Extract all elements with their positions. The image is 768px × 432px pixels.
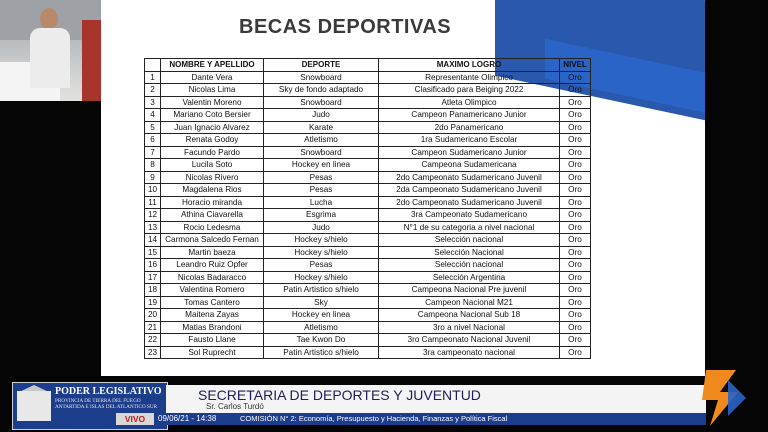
table-row	[145, 159, 591, 172]
max-achievement: N°1 de su categoria a nivel nacional	[379, 221, 560, 234]
sport: Atletismo	[264, 134, 379, 147]
level: Oro	[560, 221, 591, 234]
max-achievement: 3ra Campeonato Sudamericano	[379, 209, 560, 222]
lower-third-heading: SECRETARIA DE DEPORTES Y JUVENTUD	[198, 387, 481, 403]
table-row	[145, 84, 591, 97]
slide-title: BECAS DEPORTIVAS	[239, 16, 452, 38]
level: Oro	[560, 146, 591, 159]
table-row	[145, 321, 591, 334]
row-index: 9	[145, 171, 161, 184]
speaker-body	[30, 28, 70, 88]
athlete-name: Mariano Coto Bersier	[161, 109, 264, 122]
level: Oro	[560, 159, 591, 172]
broadcast-datetime: 09/06/21 - 14:38	[158, 414, 217, 423]
building-icon	[17, 391, 51, 421]
max-achievement: Selección Argentina	[379, 271, 560, 284]
table-row	[145, 221, 591, 234]
header-sport: DEPORTE	[264, 59, 379, 72]
level: Oro	[560, 246, 591, 259]
athlete-name: Valentin Moreno	[161, 96, 264, 109]
level: Oro	[560, 334, 591, 347]
row-index: 10	[145, 184, 161, 197]
max-achievement: 2do Campeonato Sudamericano Juvenil	[379, 171, 560, 184]
level: Oro	[560, 96, 591, 109]
max-achievement: Selección nacional	[379, 259, 560, 272]
sport: Hockey s/hielo	[264, 246, 379, 259]
table-row	[145, 146, 591, 159]
table-row	[145, 209, 591, 222]
header-index	[145, 59, 161, 72]
athlete-name: Lucila Soto	[161, 159, 264, 172]
row-index: 19	[145, 296, 161, 309]
lower-third-banner	[166, 385, 706, 413]
max-achievement: 3ro a nivel Nacional	[379, 321, 560, 334]
table-row	[145, 234, 591, 247]
table-row	[145, 309, 591, 322]
sport: Pesas	[264, 184, 379, 197]
sport: Tae Kwon Do	[264, 334, 379, 347]
row-index: 6	[145, 134, 161, 147]
level: Oro	[560, 109, 591, 122]
table-row	[145, 271, 591, 284]
max-achievement: Campeon Panamericano Junior	[379, 109, 560, 122]
table-body	[145, 71, 591, 359]
row-index: 14	[145, 234, 161, 247]
athlete-name: Juan Ignacio Alvarez	[161, 121, 264, 134]
level: Oro	[560, 346, 591, 359]
athlete-name: Renata Godoy	[161, 134, 264, 147]
sport: Pesas	[264, 171, 379, 184]
level: Oro	[560, 134, 591, 147]
row-index: 21	[145, 321, 161, 334]
max-achievement: Campeona Nacional Pre juvenil	[379, 284, 560, 297]
athlete-name: Fausto Llane	[161, 334, 264, 347]
max-achievement: 2do Campeonato Sudamericano Juvenil	[379, 196, 560, 209]
athlete-name: Sol Ruprecht	[161, 346, 264, 359]
sport: Sky	[264, 296, 379, 309]
max-achievement: Representante Olimpico	[379, 71, 560, 84]
level: Oro	[560, 284, 591, 297]
sport: Karate	[264, 121, 379, 134]
sport: Snowboard	[264, 71, 379, 84]
athlete-name: Nicolas Rivero	[161, 171, 264, 184]
table-header-row	[145, 59, 591, 72]
max-achievement: Campeona Nacional Sub 18	[379, 309, 560, 322]
sport: Atletismo	[264, 321, 379, 334]
row-index: 16	[145, 259, 161, 272]
max-achievement: Campeona Sudamericana	[379, 159, 560, 172]
table-row	[145, 346, 591, 359]
max-achievement: 2do Panamericano	[379, 121, 560, 134]
speaker-head	[40, 8, 58, 30]
scholarship-table	[144, 58, 591, 359]
athlete-name: Rocio Ledesma	[161, 221, 264, 234]
athlete-name: Matias Brandoni	[161, 321, 264, 334]
level: Oro	[560, 259, 591, 272]
level: Oro	[560, 271, 591, 284]
level: Oro	[560, 71, 591, 84]
athlete-name: Magdalena Rios	[161, 184, 264, 197]
athlete-name: Athina Ciavarella	[161, 209, 264, 222]
row-index: 5	[145, 121, 161, 134]
row-index: 7	[145, 146, 161, 159]
level: Oro	[560, 209, 591, 222]
row-index: 18	[145, 284, 161, 297]
org-title: PODER LEGISLATIVO	[55, 386, 162, 397]
header-level: NIVEL	[560, 59, 591, 72]
row-index: 2	[145, 84, 161, 97]
sport: Hockey s/hielo	[264, 271, 379, 284]
max-achievement: 3ra campeonato nacional	[379, 346, 560, 359]
max-achievement: 3ro Campeonato Nacional Juvenil	[379, 334, 560, 347]
speaker-name: Sr. Carlos Turdó	[206, 402, 264, 411]
ticker-text: COMISIÓN N° 2: Economía, Presupuesto y Hacienda, Finanzas y Política Fiscal	[240, 414, 508, 423]
ticker-bar	[116, 413, 706, 425]
level: Oro	[560, 171, 591, 184]
table-row	[145, 334, 591, 347]
row-index: 11	[145, 196, 161, 209]
sport: Snowboard	[264, 146, 379, 159]
max-achievement: Campeon Nacional M21	[379, 296, 560, 309]
row-index: 22	[145, 334, 161, 347]
level: Oro	[560, 321, 591, 334]
table-row	[145, 246, 591, 259]
table-row	[145, 134, 591, 147]
table-row	[145, 196, 591, 209]
max-achievement: Clasificado para Beiging 2022	[379, 84, 560, 97]
table-row	[145, 171, 591, 184]
webcam-inset	[0, 0, 101, 101]
sport: Snowboard	[264, 96, 379, 109]
max-achievement: Selección nacional	[379, 234, 560, 247]
row-index: 15	[145, 246, 161, 259]
sport: Hockey en linea	[264, 309, 379, 322]
athlete-name: Valentina Romero	[161, 284, 264, 297]
athlete-name: Carmona Salcedo Fernan	[161, 234, 264, 247]
row-index: 17	[145, 271, 161, 284]
row-index: 3	[145, 96, 161, 109]
row-index: 13	[145, 221, 161, 234]
max-achievement: 2da Campeonato Sudamericano Juvenil	[379, 184, 560, 197]
max-achievement: Selección Nacional	[379, 246, 560, 259]
table-row	[145, 96, 591, 109]
presentation-slide	[101, 0, 705, 376]
live-badge: VIVO	[116, 413, 154, 425]
org-subtitle: PROVINCIA DE TIERRA DEL FUEGO ANTARTIDA E ISLAS DEL ATLANTICO SUR	[55, 398, 158, 410]
flag	[82, 20, 101, 101]
channel-logo-icon	[698, 370, 748, 426]
level: Oro	[560, 196, 591, 209]
header-name: NOMBRE Y APELLIDO	[161, 59, 264, 72]
row-index: 8	[145, 159, 161, 172]
row-index: 4	[145, 109, 161, 122]
max-achievement: 1ra Sudamericano Escolar	[379, 134, 560, 147]
level: Oro	[560, 296, 591, 309]
level: Oro	[560, 184, 591, 197]
level: Oro	[560, 234, 591, 247]
athlete-name: Leandro Ruiz Opfer	[161, 259, 264, 272]
row-index: 1	[145, 71, 161, 84]
sport: Patin Artistico s/hielo	[264, 284, 379, 297]
max-achievement: Atleta Olimpico	[379, 96, 560, 109]
row-index: 20	[145, 309, 161, 322]
table-row	[145, 284, 591, 297]
sport: Judo	[264, 221, 379, 234]
max-achievement: Campeon Sudamericano Junior	[379, 146, 560, 159]
table-row	[145, 259, 591, 272]
table-row	[145, 109, 591, 122]
sport: Hockey en linea	[264, 159, 379, 172]
sport: Lucha	[264, 196, 379, 209]
athlete-name: Nicolas Badaracco	[161, 271, 264, 284]
sport: Patin Artistico s/hielo	[264, 346, 379, 359]
table-row	[145, 296, 591, 309]
athlete-name: Nicolas Lima	[161, 84, 264, 97]
row-index: 12	[145, 209, 161, 222]
sport: Pesas	[264, 259, 379, 272]
sport: Esgrima	[264, 209, 379, 222]
speaker-figure	[30, 8, 70, 88]
athlete-name: Horacio miranda	[161, 196, 264, 209]
sport: Hockey s/hielo	[264, 234, 379, 247]
header-achievement: MAXIMO LOGRO	[379, 59, 560, 72]
athlete-name: Dante Vera	[161, 71, 264, 84]
athlete-name: Facundo Pardo	[161, 146, 264, 159]
level: Oro	[560, 84, 591, 97]
table-row	[145, 71, 591, 84]
level: Oro	[560, 309, 591, 322]
athlete-name: Martin baeza	[161, 246, 264, 259]
sport: Sky de fondo adaptado	[264, 84, 379, 97]
table-row	[145, 184, 591, 197]
table-row	[145, 121, 591, 134]
athlete-name: Tomas Cantero	[161, 296, 264, 309]
level: Oro	[560, 121, 591, 134]
athlete-name: Maitena Zayas	[161, 309, 264, 322]
sport: Judo	[264, 109, 379, 122]
row-index: 23	[145, 346, 161, 359]
